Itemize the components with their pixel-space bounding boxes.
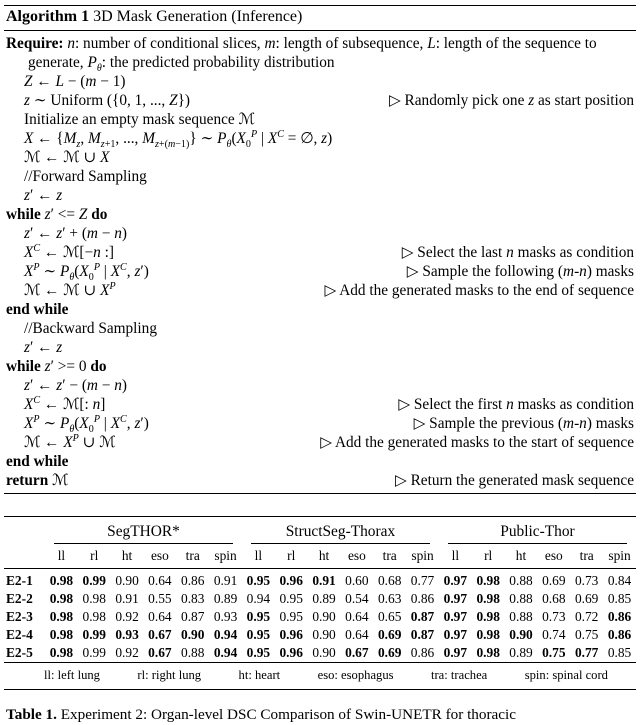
algorithm-line [4,167,636,186]
algorithm-comment: ▷ Add the generated masks to the start of sequence [320,434,634,451]
table-cell: 0.90 [312,627,336,642]
table-cell: 0.95 [246,609,271,624]
table-cell: 0.92 [115,645,139,660]
table-cell: 0.67 [148,627,172,642]
table-cell: 0.64 [345,627,369,642]
table-cell: 0.63 [377,591,402,606]
results-table-block [4,516,636,690]
algorithm-line [4,148,636,167]
algorithm-block [4,5,636,494]
table-row-label: E2-3 [6,609,33,624]
algorithm-statement: end while [6,301,69,318]
table-column-header-row [4,545,636,569]
table-cell: 0.77 [410,573,435,588]
table-column-header: eso [143,545,176,569]
require-body: n: number of conditional slices, m: length of subsequence, L: length of the sequence to generate, $P_\theta$: the predicted probability distribution [28,35,597,75]
table-cell: 0.97 [443,591,468,606]
table-column-header: spin [603,545,636,569]
algorithm-comment: ▷ Select the last n masks as condition [401,244,634,261]
algorithm-comment: ▷ Randomly pick one z as start position [388,92,634,109]
table-cell: 0.65 [377,609,402,624]
table-cell: 0.98 [476,591,500,606]
table-row [4,590,636,608]
table-row-label: E2-2 [6,591,33,606]
table-cell: 0.89 [509,645,533,660]
table-cell: 0.97 [443,609,468,624]
table-cell: 0.67 [148,645,172,660]
table-footnote: tra: trachea [430,668,488,682]
algorithm-statement: z′ ← z′ − (m − n) [24,377,128,394]
table-cell: 0.69 [377,645,402,660]
table-cell: 0.90 [312,609,336,624]
table-cell: 0.93 [213,609,238,624]
table-footnote-row [4,662,636,690]
algorithm-statement: z ∼ Uniform ({0, 1, ..., Z}) [24,92,191,109]
algorithm-line [4,395,636,414]
table-footnote: eso: esophagus [317,668,394,682]
table-row-label: E2-5 [6,645,33,660]
table-column-header: tra [176,545,209,569]
table-cell: 0.87 [410,627,435,642]
algorithm-line [4,319,636,338]
results-table [4,516,636,662]
table-cell: 0.91 [312,573,336,588]
table-cell: 0.98 [476,627,500,642]
table-cell: 0.64 [148,609,172,624]
algorithm-statement: X ← {$M_z$, $M_{z+1}$, ..., $M_{z+(m-1)}$} ∼ $P_\theta(X_0^P$ | $X^C$ = ∅, z) [24,128,333,151]
table-cell: 0.87 [181,609,205,624]
algorithm-comment: ▷ Sample the following (m-n) masks [406,263,634,280]
algorithm-line [4,376,636,395]
table-cell: 0.98 [49,609,74,624]
table-cell: 0.74 [542,627,566,642]
algorithm-line [4,452,636,471]
table-column-header: eso [537,545,570,569]
table-column-header: rl [78,545,111,569]
algorithm-line [4,413,636,436]
table-cell: 0.88 [509,609,533,624]
table-cell: 0.73 [542,609,566,624]
table-cell: 0.98 [49,591,74,606]
table-cell: 0.91 [213,573,238,588]
table-caption-label: Table 1. [6,706,57,723]
table-group-label: SegTHOR* [54,523,233,544]
table-column-header: ll [45,545,78,569]
algorithm-line [4,128,636,151]
table-cell: 0.55 [148,591,172,606]
table-cell: 0.96 [279,627,303,642]
table-cell: 0.69 [542,573,566,588]
algorithm-require [4,31,636,75]
algorithm-line [4,471,636,490]
table-cell: 0.98 [49,573,74,588]
table-column-header: ll [242,545,275,569]
algorithm-line [4,91,636,110]
algorithm-comment: ▷ Sample the previous (m-n) masks [413,415,634,432]
algorithm-line [4,281,636,300]
table-caption-text: Experiment 2: Organ-level DSC Comparison of Swin-UNETR for thoracic [60,706,516,723]
table-cell: 0.86 [181,573,205,588]
algorithm-statement: //Backward Sampling [24,320,157,337]
table-column-header: tra [570,545,603,569]
algorithm-statement: $X^C$ ← ℳ[: n] [24,394,106,413]
table-cell: 0.94 [213,627,238,642]
table-row [4,626,636,644]
algorithm-statement: z′ ← z [24,187,63,204]
algorithm-line [4,300,636,319]
table-cell: 0.99 [82,627,106,642]
table-cell: 0.90 [312,645,336,660]
table-cell: 0.86 [607,627,632,642]
algorithm-statement: $X^P$ ∼ $P_\theta(X_0^P$ | $X^C$, z′) [24,413,149,436]
table-cell: 0.98 [82,609,106,624]
algorithm-lines [4,72,636,493]
table-row [4,644,636,662]
algorithm-statement: end while [6,453,69,470]
table-cell: 0.91 [115,591,139,606]
algorithm-statement: z′ ← z [24,339,63,356]
table-column-header: spin [406,545,439,569]
table-cell: 0.90 [509,627,533,642]
table-cell: 0.86 [410,645,435,660]
algorithm-title [4,6,636,30]
algorithm-statement: $X^P$ ∼ $P_\theta(X_0^P$ | $X^C$, z′) [24,261,149,284]
algorithm-line [4,186,636,205]
table-cell: 0.98 [82,591,106,606]
algorithm-line [4,224,636,243]
algorithm-comment: ▷ Return the generated mask sequence [395,472,634,489]
algorithm-statement: return ℳ [6,472,69,489]
table-cell: 0.98 [49,645,74,660]
table-cell: 0.60 [345,573,369,588]
table-cell: 0.77 [574,645,599,660]
algorithm-statement: ℳ ← $X^P$ ∪ ℳ [24,432,116,451]
algorithm-comment: ▷ Add the generated masks to the end of sequence [324,282,634,299]
table-group-row [4,517,636,546]
table-cell: 0.67 [345,645,369,660]
table-cell: 0.88 [181,645,205,660]
table-stub-cell [4,545,45,569]
algorithm-statement: while z′ <= Z do [6,206,108,223]
table-cell: 0.95 [279,591,303,606]
algorithm-statement: Z ← L − (m − 1) [24,73,126,90]
table-column-header: ht [308,545,341,569]
algorithm-bottom-rule [4,493,636,494]
table-cell: 0.96 [279,573,303,588]
table-footnote: ll: left lung [44,668,100,682]
table-cell: 0.88 [509,573,533,588]
table-footnote: rl: right lung [137,668,202,682]
table-cell: 0.54 [345,591,369,606]
table-cell: 0.94 [213,645,238,660]
table-column-header: tra [373,545,406,569]
table-cell: 0.75 [542,645,566,660]
table-cell: 0.89 [213,591,238,606]
table-cell: 0.99 [82,573,106,588]
algorithm-statement: z′ ← z′ + (m − n) [24,225,128,242]
table-cell: 0.92 [115,609,139,624]
table-column-header: rl [275,545,308,569]
table-group-header [242,517,439,546]
algorithm-statement: ℳ ← ℳ ∪ $X^P$ [24,280,116,299]
algorithm-statement: Initialize an empty mask sequence ℳ [24,111,255,128]
table-column-header: spin [209,545,242,569]
algorithm-line [4,110,636,129]
table-column-header: ht [505,545,538,569]
table-cell: 0.90 [181,627,205,642]
table-cell: 0.95 [246,627,271,642]
table-cell: 0.93 [115,627,139,642]
algorithm-statement: while z′ >= 0 do [6,358,107,375]
algorithm-statement: $X^C$ ← ℳ[−n :] [24,242,114,261]
table-stub-cell [4,517,45,546]
table-group-label: StructSeg-Thorax [251,523,430,544]
table-column-header: ht [111,545,144,569]
table-cell: 0.86 [607,609,632,624]
table-cell: 0.85 [607,645,632,660]
table-cell: 0.84 [607,573,632,588]
algorithm-line [4,338,636,357]
table-cell: 0.73 [574,573,599,588]
algorithm-line [4,433,636,452]
table-cell: 0.69 [574,591,599,606]
algorithm-statement: ℳ ← ℳ ∪ X [24,149,110,166]
table-column-header: eso [340,545,373,569]
table-cell: 0.89 [312,591,336,606]
table-cell: 0.97 [443,573,468,588]
table-row-label: E2-1 [6,573,33,588]
table-column-header: rl [472,545,505,569]
table-cell: 0.95 [246,573,271,588]
algorithm-line [4,243,636,262]
table-cell: 0.68 [377,573,402,588]
table-cell: 0.69 [377,627,402,642]
algorithm-line [4,72,636,91]
algorithm-comment: ▷ Select the first n masks as condition [398,396,634,413]
algorithm-line [4,357,636,376]
table-cell: 0.72 [574,609,599,624]
table-cell: 0.64 [148,573,172,588]
algorithm-line [4,261,636,284]
table-cell: 0.94 [246,591,271,606]
table-cell: 0.96 [279,645,303,660]
table-footnote: spin: spinal cord [524,668,608,682]
table-cell: 0.85 [607,591,632,606]
table-footnote: ht: heart [238,668,281,682]
algorithm-label: Algorithm 1 [6,8,90,25]
require-keyword: Require: [6,35,64,52]
table-cell: 0.98 [49,627,74,642]
table-cell: 0.68 [542,591,566,606]
table-group-header [45,517,242,546]
table-cell: 0.88 [509,591,533,606]
algorithm-statement: //Forward Sampling [24,168,147,185]
algorithm-line [4,205,636,224]
table-cell: 0.87 [410,609,435,624]
table-cell: 0.95 [246,645,271,660]
table-row [4,569,636,591]
table-cell: 0.97 [443,627,468,642]
table-cell: 0.64 [345,609,369,624]
table-row [4,608,636,626]
table-cell: 0.98 [476,573,500,588]
table-column-header: ll [439,545,472,569]
table-cell: 0.75 [574,627,599,642]
table-cell: 0.83 [181,591,205,606]
table-cell: 0.95 [279,609,303,624]
table-group-header [439,517,636,546]
table-cell: 0.86 [410,591,435,606]
table-row-label: E2-4 [6,627,33,642]
table-cell: 0.98 [476,645,500,660]
table-group-label: Public-Thor [448,523,627,544]
table-cell: 0.99 [82,645,106,660]
table-cell: 0.90 [115,573,139,588]
algorithm-name: 3D Mask Generation (Inference) [93,8,303,25]
table-cell: 0.97 [443,645,468,660]
table-caption [4,705,636,725]
table-cell: 0.98 [476,609,500,624]
